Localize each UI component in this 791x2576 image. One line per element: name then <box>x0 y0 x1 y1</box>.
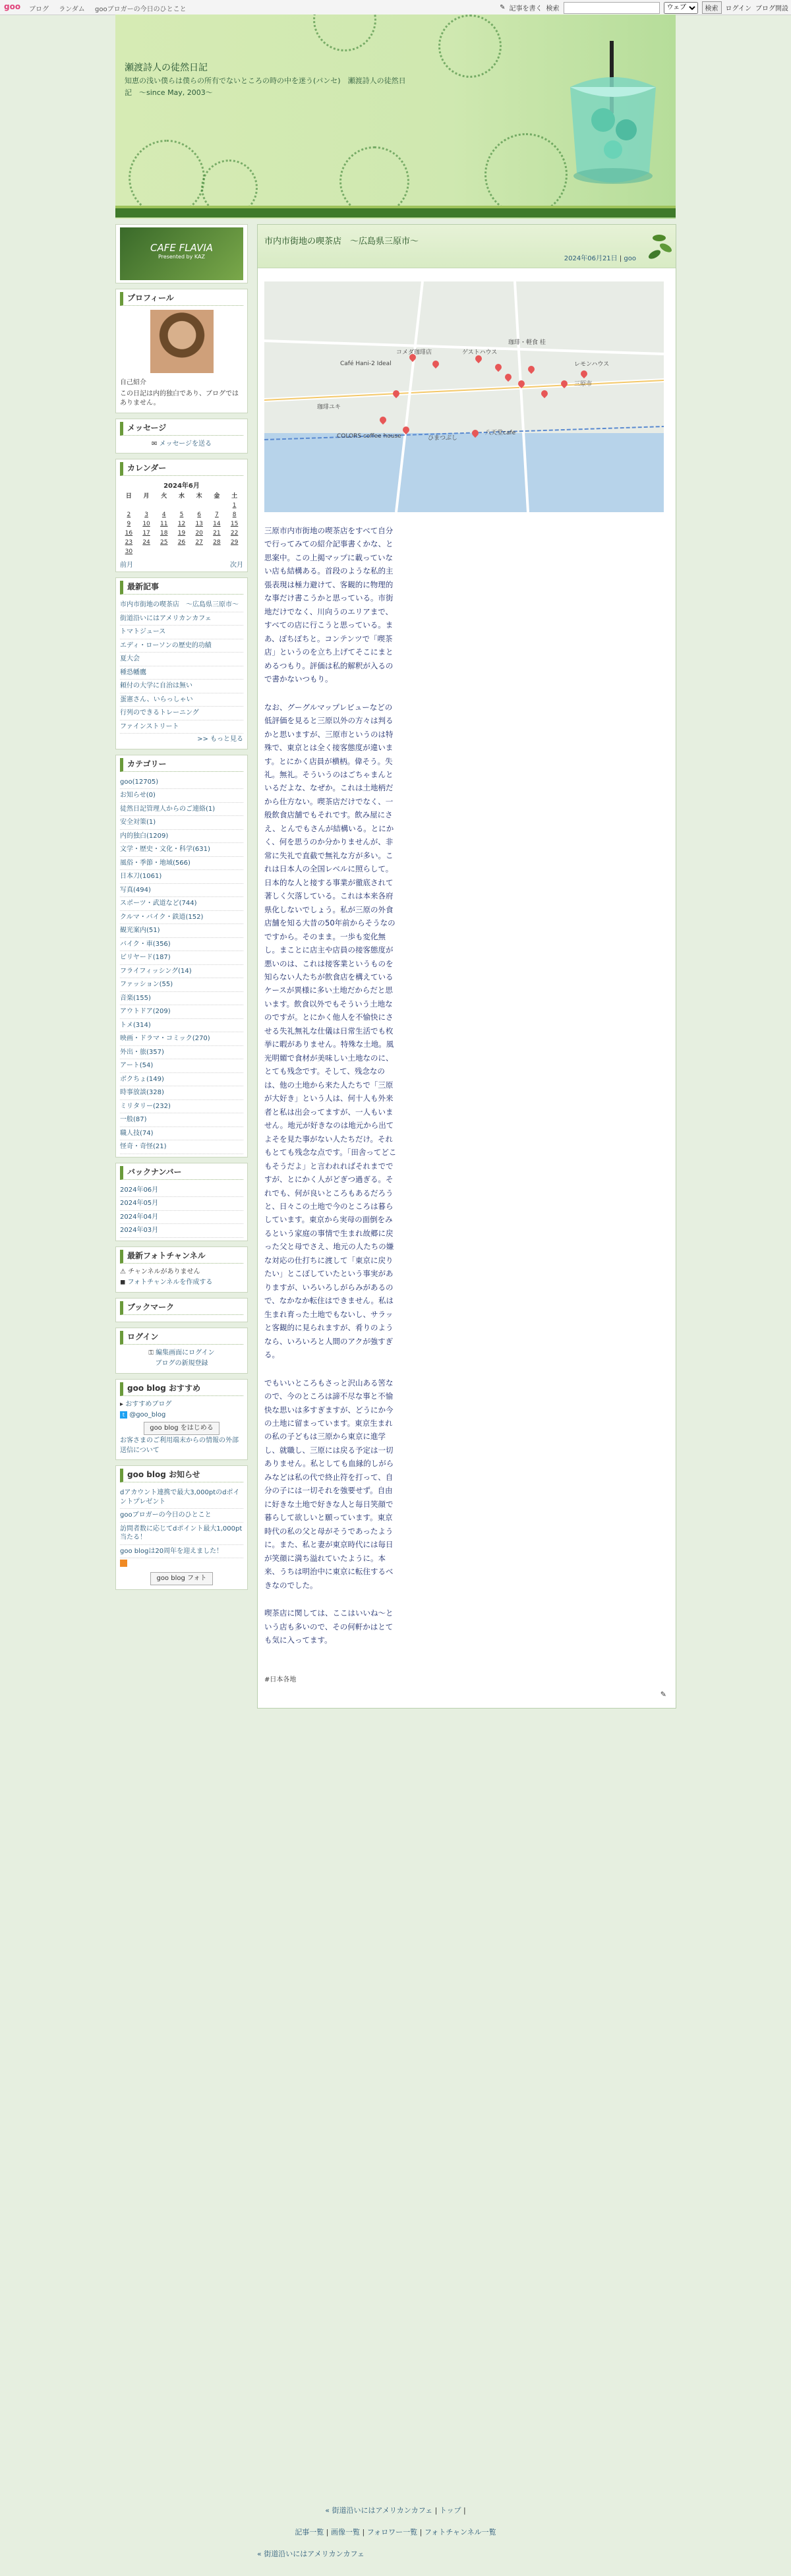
category-item-link[interactable]: ファッション(55) <box>120 981 173 988</box>
recent-posts-box <box>115 577 248 749</box>
category-item-link[interactable]: 安全対策(1) <box>120 819 156 826</box>
news-item <box>120 1523 243 1545</box>
article-paragraph: 三原市内市街地の喫茶店をすべて自分で行ってみての紹介記事書くかな、と思案中。この上掲マップに載っていない店も結構ある。首段のような私的主張表現は極力避けて、客観的に物理的な事だけ書こうかと思っている。市街地だけでなく、川向うのエリアまで、すべての店に行こうと思っている。まあ、ぼちぼちと。コンテンツで「喫茶店」というのを立ち上げてそこにまとめるつもり。評価は私的解釈が入るので書かないつもり。 <box>264 526 394 684</box>
map-roads <box>264 281 664 512</box>
category-item <box>120 870 243 884</box>
calendar-day[interactable]: 23 <box>125 539 133 546</box>
category-item <box>120 1140 243 1154</box>
backnumber-item-link[interactable]: 2024年03月 <box>120 1227 159 1234</box>
recent-item-link[interactable]: 種恐幡鷹 <box>120 668 146 676</box>
recent-item <box>120 599 243 612</box>
search-button[interactable]: 検索 <box>702 1 722 14</box>
calendar-day[interactable]: 27 <box>195 539 203 546</box>
backnumber-item-link[interactable]: 2024年05月 <box>120 1200 159 1207</box>
calendar-day[interactable]: 16 <box>125 530 133 537</box>
backnumber-item <box>120 1197 243 1211</box>
recent-heading: 最新記事 <box>120 581 243 595</box>
profile-intro: この日記は内的独白であり、ブログではありません。 <box>120 390 239 407</box>
calendar-day[interactable]: 18 <box>160 530 168 537</box>
category-item <box>120 1100 243 1114</box>
category-item <box>120 884 243 898</box>
news-item <box>120 1509 243 1523</box>
category-item-link[interactable]: お知らせ(0) <box>120 792 156 799</box>
top-link[interactable]: トップ <box>439 2506 461 2515</box>
category-item <box>120 992 243 1006</box>
recent-item <box>120 639 243 653</box>
category-item-link[interactable]: 職人技(74) <box>120 1129 154 1137</box>
news-item <box>120 1545 243 1559</box>
recent-item <box>120 707 243 720</box>
pencil-icon: ✎ <box>500 4 506 11</box>
recent-item <box>120 626 243 639</box>
lace-decoration <box>484 133 568 216</box>
calendar-day <box>120 501 138 510</box>
login-box <box>115 1328 248 1374</box>
news-item <box>120 1486 243 1509</box>
recent-item <box>120 666 243 680</box>
create-channel-link[interactable]: フォトチャンネルを作成する <box>127 1279 213 1286</box>
category-item-link[interactable]: アウトドア(209) <box>120 1008 171 1015</box>
calendar-day <box>138 501 156 510</box>
calendar-day[interactable]: 8 <box>232 512 237 518</box>
recent-item <box>120 693 243 707</box>
lace-decoration <box>313 15 376 51</box>
prev-post-link[interactable]: « 街道沿いにはアメリカンカフェ <box>325 2506 433 2515</box>
bottom-prev-post-link[interactable]: « 街道沿いにはアメリカンカフェ <box>257 2550 365 2558</box>
blog-header <box>115 15 676 219</box>
recent-item <box>120 720 243 734</box>
topbar-link-hitokoto[interactable]: gooブロガーの今日のひとこと <box>94 6 187 13</box>
recent-item-link[interactable]: 頼付の大学に自治は無い <box>120 682 192 689</box>
category-item-link[interactable]: ボクちょ(149) <box>120 1075 164 1083</box>
recommend-heading: goo blog おすすめ <box>120 1382 243 1396</box>
category-item <box>120 1046 243 1060</box>
photochannel-heading: 最新フォトチャンネル <box>120 1250 243 1264</box>
calendar-day[interactable]: 14 <box>213 521 221 527</box>
map-label: COLORS coffee house <box>337 433 401 440</box>
warning-icon: ⚠ <box>120 1268 126 1275</box>
key-icon: ⚿ <box>148 1349 154 1357</box>
calendar-next-link[interactable]: 次月 <box>230 562 243 569</box>
category-item <box>120 1127 243 1141</box>
calendar-day[interactable]: 30 <box>125 548 133 555</box>
calendar-day[interactable]: 25 <box>160 539 168 546</box>
category-item-link[interactable]: 時事放談(328) <box>120 1089 164 1096</box>
category-item <box>120 911 243 925</box>
calendar-day[interactable]: 11 <box>160 521 168 527</box>
article <box>257 224 676 1709</box>
open-blog-link[interactable]: ブログ開設 <box>755 5 788 13</box>
news-heading: goo blog お知らせ <box>120 1469 243 1482</box>
news-item-link[interactable]: 訪問者数に応じてdポイント最大1,000pt当たる！ <box>120 1525 243 1541</box>
category-item-link[interactable]: 一般(87) <box>120 1116 147 1123</box>
weekday-header: 水 <box>178 493 185 500</box>
map-label: コメダ珈琲店 <box>396 349 432 356</box>
recent-list <box>120 599 243 734</box>
calendar-day[interactable]: 21 <box>213 530 221 537</box>
article-paragraph: 喫茶店に関しては、ここはいいね〜という店も多いので、その何軒かはとても気に入ってます。 <box>264 1608 394 1645</box>
category-item <box>120 1073 243 1087</box>
profile-heading: プロフィール <box>120 292 243 306</box>
recent-item-link[interactable]: ファインストリート <box>120 722 179 730</box>
category-item <box>120 830 243 844</box>
twitter-link[interactable]: @goo_blog <box>129 1411 166 1419</box>
map-label: 珈琲ユキ <box>317 404 341 411</box>
article-list-link[interactable]: 記事一覧 <box>295 2528 324 2536</box>
news-item-link[interactable]: gooブロガーの今日のひとこと <box>120 1511 212 1519</box>
backnumber-heading: バックナンバー <box>120 1166 243 1180</box>
cafe-banner[interactable]: CAFE FLAVIA Presented by KAZ <box>120 227 243 280</box>
list-nav: 記事一覧 | 画像一覧 | フォロワー一覧 | フォトチャンネル一覧 <box>295 2528 496 2536</box>
category-item <box>120 789 243 803</box>
backnumber-item <box>120 1224 243 1238</box>
photochannel-box <box>115 1246 248 1293</box>
recommend-icon: ▸ <box>120 1400 124 1408</box>
weekday-header: 月 <box>143 493 150 500</box>
category-item <box>120 924 243 938</box>
header-bottom-bar <box>115 206 676 218</box>
backnumber-list <box>120 1184 243 1238</box>
category-item <box>120 857 243 871</box>
article-header <box>258 225 676 268</box>
calendar-day[interactable]: 24 <box>142 539 150 546</box>
blog-title[interactable]: 瀬渡詩人の徒然日記 <box>125 63 208 73</box>
calendar-day <box>208 501 226 510</box>
blog-description: 知恵の浅い僕らは僕らの所有でないところの時の中を迷う(パンセ) 瀬渡詩人の徒然日記 〜since May, 2003〜 <box>125 76 406 97</box>
calendar-day <box>173 547 190 556</box>
weekday-header: 日 <box>125 493 132 500</box>
category-item-link[interactable]: スポーツ・武道など(744) <box>120 900 197 907</box>
calendar-day[interactable]: 29 <box>230 539 239 546</box>
backnumber-item-link[interactable]: 2024年06月 <box>120 1186 159 1194</box>
search-label: 検索 <box>546 5 560 13</box>
article-title[interactable]: 市内市街地の喫茶店 〜広島県三原市〜 <box>264 237 419 247</box>
category-item <box>120 816 243 830</box>
map-label: ひまつぶし <box>428 435 458 442</box>
calendar-day[interactable]: 2 <box>127 512 131 518</box>
category-item <box>120 843 243 857</box>
external-send-notice-link[interactable]: お客さまのご利用端末からの情報の外部送信について <box>120 1437 239 1454</box>
main-content <box>257 224 676 1709</box>
calendar-day <box>138 547 156 556</box>
login-heading: ログイン <box>120 1331 243 1345</box>
category-item-link[interactable]: 文学・歴史・文化・科学(631) <box>120 846 210 853</box>
category-item-link[interactable]: 映画・ドラマ・コミック(270) <box>120 1035 210 1042</box>
edit-pen-icon[interactable]: ✎ <box>660 1689 666 1699</box>
article-paragraph: なお、グーグルマップレビューなどの低評価を見ると三原以外の方々は判るかと思いますが、三原市というのは特殊で、東京とは全く接客態度が違います。とにかく店員が横柄。偉そう。失礼。無礼。そういうのはごちゃまんといるだよな、なぜか。これは土地柄だから仕方ない。喫茶店だけでなく、一般飲食店舗でもそれです。飲み屋にさえ、とんでもさんが結構いる。とにかく、何を思うのか分かりませんが、非常に失礼で直截で無礼な方が多い。これは日本人の全国レベルに照らして。日本的な人と接する事業が徹底されて著しく欠落している。これは本来各府県化しないでしょう。私が三原の外食店舗を知る大昔の50年前からそうなのですから。そのまま。一歩も変化無し。まことに店主や店員の接客態度が悪いのは、これは接客業というものを知らない人たちが飲食店を構えているケースが異様に多い土地だからだと思います。飲食以外でもそういう土地なのですが。とにかく他人を不愉快にさせる失礼無礼な仕儀は日常生活でも枚挙に暇がありません。特殊な土地。風光明媚で食材が美味しい土地なのに、とても残念です。そして、残念なのは、他の土地から来た人たちで「三原が大好き」という人は、何十人も外来者と私は出会ってますが、一人もいません。地元が好きなのは地元から出てよそを見た事がない人たちだけ。それもとても残念な点です。「田舎ってどこもそうだよ」と言われればそれまでですが、とにかく人がどぎつ過ぎる。それでも、何が良いところもあるだろうと、日々この土地で今のところは暮らしています。東京から実母の面倒をみるという家庭の事情で生まれ故郷に戻った父と母でさえ、地元の人たちの嫌な対応の仕打ちに渡して「東京に戻りたい」とこぼしていたという事実がありますが、いろいろしがらみがあるので、なかなか転住はできません。私は生まれ育った土地でもないし、サラッと客観的に見られますが、肴りのようなら、いろいろと人間のアクが強すぎる。 <box>264 702 397 1360</box>
post-nav: « 街道沿いにはアメリカンカフェ | トップ | <box>325 2506 466 2515</box>
calendar-table <box>120 490 243 556</box>
calendar-day <box>225 547 243 556</box>
category-item-link[interactable]: フライフィッシング(14) <box>120 967 192 975</box>
cafe-map-image[interactable] <box>264 281 664 512</box>
news-item-link[interactable]: goo blogは20周年を迎えました！ <box>120 1547 223 1555</box>
recommend-box <box>115 1379 248 1461</box>
envelope-icon: ✉ <box>152 440 158 448</box>
search-scope-select[interactable] <box>664 2 698 14</box>
calendar-day[interactable]: 22 <box>230 530 239 537</box>
goo-logo[interactable]: goo <box>4 2 21 11</box>
article-meta: 2024年06月21日 | goo <box>564 255 636 262</box>
category-box <box>115 755 248 1157</box>
send-message-link[interactable]: メッセージを送る <box>159 440 212 448</box>
category-item <box>120 978 243 992</box>
category-item-link[interactable]: goo(12705) <box>120 778 159 786</box>
category-item-link[interactable]: バイク・車(356) <box>120 940 171 948</box>
follower-list-link[interactable]: フォロワー一覧 <box>366 2528 418 2536</box>
calendar-day[interactable]: 13 <box>195 521 203 527</box>
topbar-link-blog[interactable]: ブログ <box>29 6 49 13</box>
topbar-right <box>500 1 788 14</box>
calendar-day <box>173 501 190 510</box>
article-date[interactable]: 2024年06月21日 <box>564 255 618 262</box>
post-article-link[interactable]: 記事を書く <box>509 5 542 13</box>
rss-icon[interactable] <box>120 1560 127 1567</box>
message-heading: メッセージ <box>120 422 243 436</box>
article-paragraph: でもいいところもさっと沢山ある筈なので、今のところは諦不尽な事と不愉快な思いは多すぎますが、どうにか今の土地に留まっています。東京生まれの私の子どもは三原から東京に進学し、就職し、三原には戻る予定は一切ありません。私としても血縁的しがらみなどは私の代で終止符を打って、自分の子には一切それを強要せず。自由に好きな土地で好きな人と毎日笑顔で暮らして欲しいと願っています。東京時代の私の父と母がそうであったように。また、私と妻が東京時代には毎日が笑顔に満ち溢れていたように。本来、うちは明治中に東京に転住するべきなのでした。 <box>264 1378 394 1590</box>
bookmark-heading: ブックマーク <box>120 1301 243 1315</box>
category-item <box>120 1086 243 1100</box>
map-label: 三原市 <box>574 381 593 388</box>
login-link[interactable]: ログイン <box>725 5 751 13</box>
recent-item-link[interactable]: 夏大会 <box>120 655 140 662</box>
recent-item-link[interactable]: 市内市街地の喫茶店 〜広島県三原市〜 <box>120 601 239 608</box>
calendar-box <box>115 459 248 572</box>
weekday-header: 木 <box>196 493 202 500</box>
category-item-link[interactable]: 音楽(155) <box>120 994 151 1002</box>
photochannel-list-link[interactable]: フォトチャンネル一覧 <box>424 2528 496 2536</box>
leaf-decoration <box>636 225 676 268</box>
category-item <box>120 897 243 911</box>
global-topbar <box>0 0 791 15</box>
calendar-prev-link[interactable]: 前月 <box>120 562 133 569</box>
backnumber-item <box>120 1184 243 1198</box>
message-box <box>115 419 248 454</box>
category-item <box>120 1019 243 1033</box>
edit-login-link[interactable]: 編集画面にログイン <box>156 1349 215 1357</box>
calendar-month: 2024年6月 <box>163 483 200 490</box>
news-box <box>115 1465 248 1590</box>
recent-item-link[interactable]: エディ・ローソンの歴史的功績 <box>120 641 212 649</box>
calendar-day <box>190 547 208 556</box>
bookmark-box <box>115 1298 248 1322</box>
category-item-link[interactable]: 写真(494) <box>120 886 151 894</box>
recent-item-link[interactable]: トマトジュース <box>120 628 166 635</box>
sidebar <box>115 224 248 1595</box>
backnumber-item-link[interactable]: 2024年04月 <box>120 1213 159 1221</box>
search-input[interactable] <box>564 2 660 14</box>
recent-item-link[interactable]: 蛋憲さん、いらっしゃい <box>120 695 193 703</box>
category-item-link[interactable]: 内的独白(1209) <box>120 832 169 840</box>
avatar[interactable] <box>150 310 214 373</box>
image-list-link[interactable]: 画像一覧 <box>331 2528 361 2536</box>
calendar-day[interactable]: 4 <box>161 512 166 518</box>
camera-icon: ◼ <box>120 1279 126 1286</box>
calendar-day[interactable]: 12 <box>177 521 186 527</box>
map-label: 八天堂cafe <box>485 430 516 436</box>
recent-item <box>120 653 243 666</box>
category-item-link[interactable]: 日本刀(1061) <box>120 873 162 880</box>
category-item-link[interactable]: ビリヤード(187) <box>120 954 171 961</box>
calendar-day[interactable]: 3 <box>144 512 148 518</box>
profile-intro-label: 自己紹介 <box>120 379 146 386</box>
weekday-header: 金 <box>214 493 220 500</box>
calendar-day[interactable]: 26 <box>177 539 186 546</box>
recent-item <box>120 680 243 693</box>
calendar-day[interactable]: 10 <box>142 521 150 527</box>
calendar-day[interactable]: 28 <box>213 539 221 546</box>
category-item-link[interactable]: トメ(314) <box>120 1021 151 1029</box>
calendar-day[interactable]: 20 <box>195 530 203 537</box>
weekday-header: 土 <box>231 493 238 500</box>
category-item <box>120 1032 243 1046</box>
calendar-day <box>155 501 173 510</box>
category-item-link[interactable]: クルマ・バイク・鉄道(152) <box>120 913 204 921</box>
recent-item-link[interactable]: 街道沿いにはアメリカンカフェ <box>120 614 212 622</box>
recent-more-link[interactable]: >> もっと見る <box>197 736 243 743</box>
map-label: Café Hani-2 Ideal <box>340 361 392 367</box>
calendar-day[interactable]: 1 <box>232 502 237 509</box>
category-item-link[interactable]: 風俗・季節・地域(566) <box>120 859 190 867</box>
weekday-header: 火 <box>161 493 167 500</box>
category-item <box>120 965 243 979</box>
backnumber-item <box>120 1211 243 1225</box>
article-tag[interactable]: #日本各地 <box>264 1676 297 1683</box>
category-item-link[interactable]: 外出・旅(357) <box>120 1048 164 1056</box>
category-item <box>120 1005 243 1019</box>
category-item <box>120 1113 243 1127</box>
calendar-day[interactable]: 6 <box>197 512 202 518</box>
calendar-day[interactable]: 9 <box>127 521 131 527</box>
calendar-day[interactable]: 15 <box>230 521 239 527</box>
category-heading: カテゴリー <box>120 758 243 772</box>
recent-item-link[interactable]: 行列のできるトレーニング <box>120 709 199 717</box>
category-item <box>120 803 243 817</box>
calendar-day <box>190 501 208 510</box>
goo-photo-badge[interactable]: goo blog フォト <box>150 1572 212 1586</box>
calendar-day[interactable]: 5 <box>179 512 184 518</box>
recommend-blog-link[interactable]: おすすめブログ <box>125 1400 172 1408</box>
backnumber-box <box>115 1163 248 1241</box>
category-item <box>120 776 243 790</box>
soda-glass-image <box>564 41 662 199</box>
calendar-day[interactable]: 7 <box>215 512 219 518</box>
calendar-heading: カレンダー <box>120 462 243 476</box>
category-list <box>120 776 243 1154</box>
map-label: ゲストハウス <box>462 349 498 356</box>
article-body <box>264 524 399 1647</box>
map-label: レモンハウス <box>574 361 610 368</box>
category-item-link[interactable]: ミリタリー(232) <box>120 1102 171 1110</box>
category-item-link[interactable]: 徒然日記管理人からのご連絡(1) <box>120 805 216 813</box>
register-link[interactable]: ブログの新規登録 <box>155 1360 208 1367</box>
category-item <box>120 951 243 965</box>
calendar-day[interactable]: 17 <box>142 530 150 537</box>
news-list <box>120 1486 243 1558</box>
map-label: 珈琲・軽食 桂 <box>508 339 546 346</box>
start-blog-badge[interactable]: goo blog をはじめる <box>144 1422 220 1436</box>
category-item <box>120 1059 243 1073</box>
profile-box <box>115 289 248 413</box>
category-item-link[interactable]: 怪奇・奇怪(21) <box>120 1143 167 1150</box>
calendar-day <box>208 547 226 556</box>
article-category[interactable]: goo <box>624 255 636 262</box>
calendar-day <box>155 547 173 556</box>
twitter-icon: t <box>120 1411 127 1419</box>
category-item-link[interactable]: 観光案内(51) <box>120 927 160 934</box>
bottom-nav <box>0 2548 791 2559</box>
lace-decoration <box>438 15 502 78</box>
no-channel-text: チャンネルがありません <box>128 1268 200 1275</box>
category-item-link[interactable]: アート(54) <box>120 1062 154 1069</box>
banner-box <box>115 224 248 283</box>
calendar-day[interactable]: 19 <box>177 530 186 537</box>
topbar-links <box>29 3 194 13</box>
lace-decoration <box>129 140 205 216</box>
news-item-link[interactable]: dアカウント連携で最大3,000ptのdポイントプレゼント <box>120 1489 240 1506</box>
topbar-link-random[interactable]: ランダム <box>59 6 85 13</box>
recent-item <box>120 612 243 626</box>
category-item <box>120 938 243 952</box>
